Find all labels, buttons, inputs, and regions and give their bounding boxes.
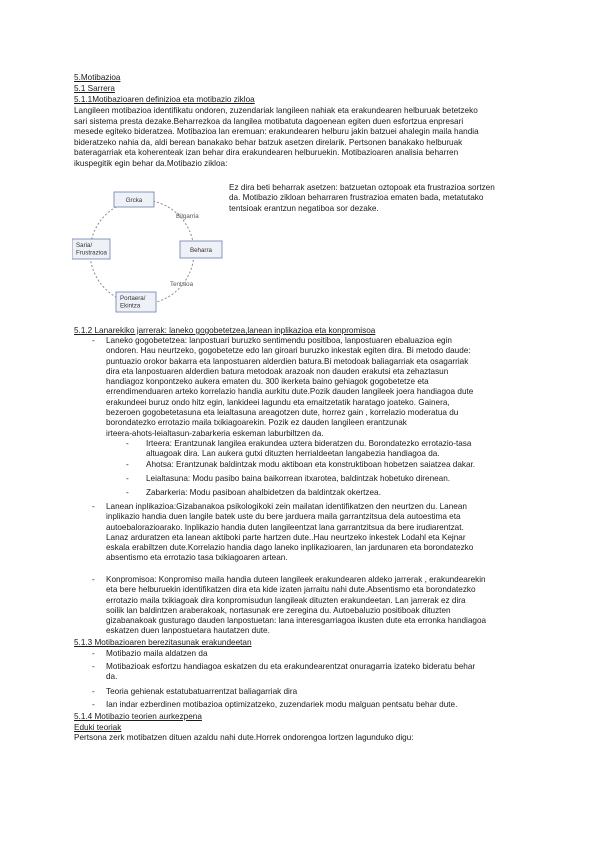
node-label-1: Grcka <box>125 197 143 204</box>
sub-item-ahotsa: Ahotsa: Erantzunak baldintzak modu aktiboan eta konstruktiboan hobetzen saiatzea dakar. <box>146 460 476 469</box>
sub-item-zabarkeria: Zabarkeria: Modu pasiboan ahalbidetzen da baldintzak okertzea. <box>146 488 381 497</box>
para-line: Lanaz arduratzen eta lanean aktiboki parte hartzen dute..Hau neurtzeko inkestek Lodahl eta Kejnar <box>106 532 466 542</box>
para-line: bezeroen gogobetetasuna eta leialtasuna areagotzen dute, horrez gain , korrelazio moderatua du <box>106 408 459 418</box>
para-line: Irteera: Erantzunak langilea erakundea uztera bideratzen du. Borondatezko errotazio-tasa <box>146 439 472 448</box>
sub-bullet-dash: - <box>126 474 129 483</box>
bullet-dash: - <box>92 336 95 345</box>
heading-5-1-3: 5.1.3 Motibazioaren berezitasunak erakundeetan <box>74 638 252 647</box>
intro-line: bideratzeko nahia da, aldi berean banakako behar batzuk asetzen direlarik. Pertsonen banakako helburuak <box>74 137 463 147</box>
para-line: ondoren. Hau neurtzeko, gogobetetze edo lan giroari buruzko inkestak egiten dira. Bi metodo daude: <box>106 346 471 356</box>
para-line: absentismo eta errotazio tasa txikiagoaren artean. <box>106 553 288 563</box>
para-line: handiagoz konpontzeko aukera ematen du. 300 ikerketa baino gehiagok gogobetetze eta <box>106 377 429 387</box>
frustration-note <box>229 183 529 214</box>
note-line: Ez dira beti beharrak asetzen: batzuetan oztopoak eta frustrazioa sortzen <box>229 183 495 192</box>
para-line: soilik lan baldintzen araberakoak, nortasunak ere zeregina du. Autoebaluzio positiboak dituzten <box>106 605 451 615</box>
para-line: da. <box>106 672 118 682</box>
sub-bullet-dash: - <box>126 488 129 497</box>
para-line: eskatzen duen lanpostuetara hautatzen dute. <box>106 626 270 636</box>
heading-5: 5.Motibazioa <box>74 73 121 82</box>
para-line: errendimenduaren arteko korrelazio handia aurkitu dute.Pozik dauden langileek joera handiagoa dute <box>106 387 474 397</box>
closing-line: Pertsona zerk motibatzen dituen azaldu nahi dute.Horrek ondorengoa lortzen lagunduko digu: <box>74 733 414 742</box>
bullet-dash: - <box>92 502 95 511</box>
heading-5-1-4: 5.1.4 Motibazio teorien aurkezpena <box>74 712 202 721</box>
involvement-paragraph <box>106 502 526 564</box>
bullet-dash: - <box>92 687 95 696</box>
node-label-2: Beharra <box>189 247 213 254</box>
edge-label-2: Tentsioa <box>170 281 194 288</box>
subheading-eduki-teoriak: Eduki teoriak <box>74 722 122 732</box>
para-line: irteera-ahots-leialtasun-zabarkeria eskeman laburbiltzen da. <box>106 428 324 438</box>
intro-line: bateragarriak eta koherenteak izan behar dira erakundearen helburuekin. Motibazioaren analisia beharren <box>74 148 459 157</box>
para-line: errotazio maila txikiagoak dira konpromisudun langileak dituzten erakundeetan. Lan jarrerak ez dira <box>106 595 466 605</box>
sub-bullet-dash: - <box>126 460 129 469</box>
para-line: eskala erabiltzen dute.Korrelazio handia dago laneko inplikazioaren, lan jardunaren eta borondatezko <box>106 543 474 553</box>
intro-line: Langileen motibazioa identifikatu ondoren, zuzendariak langileen nahiak eta erakundearen helburuak betetzeko <box>74 106 478 115</box>
para-line: eta bere helburuekin identifikatzen dira eta kide izaten jarraitu nahi dute.Absentismo eta borondatezko <box>106 585 476 595</box>
intro-line: sari sistema presta dezake.Beharrezkoa da langilea motibatuta dagoenean egiten duen esfortzua enpresari <box>74 116 464 126</box>
bullet-dash: - <box>92 662 95 671</box>
heading-5-1: 5.1 Sarrera <box>74 84 115 93</box>
motivation-cycle-diagram <box>72 188 230 320</box>
feature-item: Teoria gehienak estatubatuarrentzat baliagarriak dira <box>106 687 298 696</box>
sub-item-irteera <box>146 439 471 460</box>
para-line: borondatezko errotazio maila txikiagoarekin. Pozik ez dauden langileen erantzunak <box>106 418 407 428</box>
sub-bullet-dash: - <box>126 439 129 448</box>
para-line: autoebalorazioarako. Inplikazio handia duten langileentzat lana garrantzitsua da bere irudiarentzat. <box>106 522 464 532</box>
node-label-3: Saria/ Frustrazioa <box>76 242 107 257</box>
para-line: Motibazioak esfortzu handiagoa eskatzen du eta erakundearentzat onuragarria izateko bideratu behar <box>106 662 476 671</box>
feature-item <box>106 662 475 683</box>
feature-item: Motibazio maila aldatzen da <box>106 649 208 658</box>
para-line: puntuazio orokor bakarra eta lanpostuaren alderdien batura.Bi metodoak baliagarriak eta osagarriak <box>106 356 469 366</box>
intro-line: ikuspegitik egin behar da.Motibazio zikloa: <box>74 158 228 168</box>
para-line: altuagoak dira. Lan aukera gutxi dituzten herrialdeetan langabezia handiagoa da. <box>146 449 440 459</box>
bullet-dash: - <box>92 649 95 658</box>
intro-line: mesede egiteko bideratzea. Motibazioa lan eremuan: erakundearen helburu jakin batzuei ahalegin maila handia <box>74 127 479 136</box>
commitment-paragraph <box>106 575 526 637</box>
note-line: tentsioak erantzun negatiboa sor dezake. <box>229 203 379 213</box>
para-line: inplikazio handia duen langile batek uste du bere jarduera maila garrantzitsua dela autoestima eta <box>106 512 461 522</box>
satisfaction-paragraph <box>106 336 526 439</box>
para-line: Lanean inplikazioa:Gizabanakoa psikologikoki zein mailatan identifikatzen den neurtzen du. Lanean <box>106 502 467 511</box>
feature-item: Ian indar ezberdinen motibazioa optimizatzeko, zuzendariek modu malguan pentsatu behar dute. <box>106 700 458 709</box>
node-label-4: Portaera/ Ekintza <box>120 295 146 310</box>
heading-5-1-2: 5.1.2 Lanarekiko jarrerak: laneko gogobetetzea,lanean inplikazioa eta konpromisoa <box>74 326 376 335</box>
heading-5-1-1: 5.1.1Motibazioaren definizioa eta motibazio zikloa <box>74 95 255 104</box>
para-line: erakundeei buruz ondo hitz egin, lankideei lagundu eta emaitzetatik haratago joateko. Gainera, <box>106 397 450 407</box>
para-line: dira eta lanpostuaren alderdien batura metodoak arazoak non dauden erakutsi eta zehaztasun <box>106 366 449 376</box>
bullet-dash: - <box>92 700 95 709</box>
para-line: Konpromisoa: Konpromiso maila handia duteen langileek erakundearen aldeko jarrerak , erakundearekin <box>106 575 486 584</box>
para-line: Laneko gogobetetzea: lanpostuari buruzko sentimendu positiboa, lanpostuaren ebaluazioa egin <box>106 336 452 345</box>
note-line: da. Motibazio zikloan beharraren frustrazioa ematen bada, metatutako <box>229 193 484 203</box>
sub-item-leialtasuna: Leialtasuna: Modu pasibo baina baikorrean itxarotea, baldintzak hobetuko direnean. <box>146 474 451 483</box>
bullet-dash: - <box>92 575 95 584</box>
edge-label-1: Bilgarria <box>176 213 199 220</box>
para-line: gizabanakoak gusturago dauden lanpostuetan: lana interesgarriagoa ikusten dute eta erronka handiagoa <box>106 616 487 626</box>
